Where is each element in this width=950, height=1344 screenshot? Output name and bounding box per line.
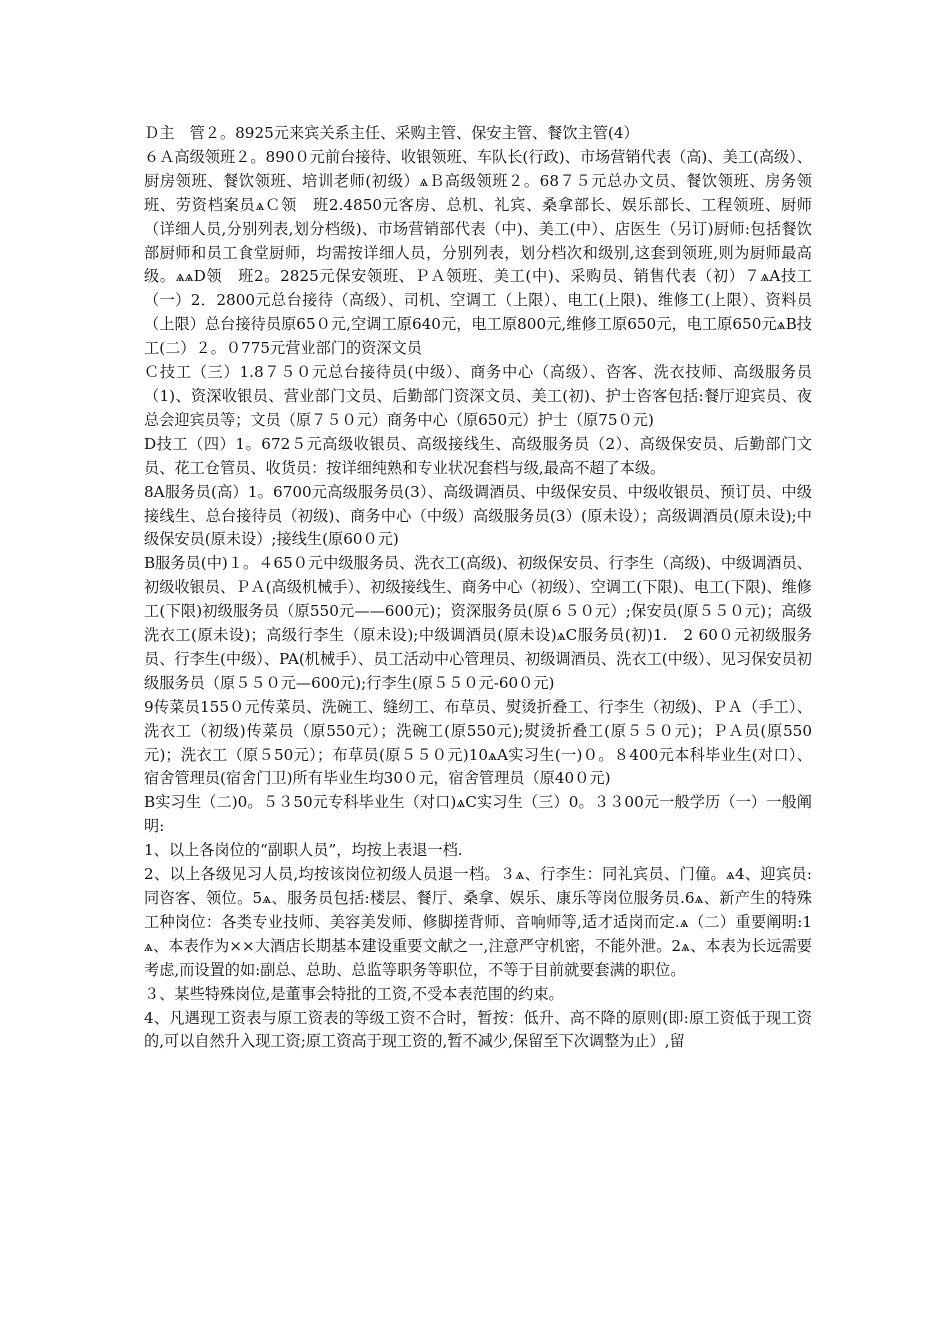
- paragraph: 8A服务员(高）1。6700元高级服务员(3）、高级调酒员、中级保安员、中级收银员、预订员、中级接线生、总台接待员（初级)、商务中心（中级）高级服务员(3）(原未设）；高级调酒员(原未设);中级保安员(原未设）;接线生(原60０元): [144, 482, 812, 549]
- paragraph: D技工（四）1。672５元高级收银员、高级接线生、高级服务员（2）、高级保安员、后勤部门文员、花工仓管员、收货员：按详细纯熟和专业状况套档与级,最高不超了本级。: [144, 434, 812, 477]
- paragraph: 2、以上各级见习人员,均按该岗位初级人员退一档。３ѧ、行李生：同礼宾员、门僮。ѧ4、迎宾员:同咨客、领位。5ѧ、服务员包括:楼层、餐厅、桑拿、娱乐、康乐等岗位服务员.6ѧ、新产生的特殊工种岗位：各类专业技师、美容美发师、修脚搓背师、音响师等,适才适岗而定.ѧ（二）重要阐明:1ѧ、本表作为××大酒店长期基本建设重要文献之一,注意严守机密，不能外泄。2ѧ、本表为长远需要考虑,而设置的如:副总、总助、总监等职务等职位，不等于目前就要套满的职位。: [144, 865, 812, 979]
- paragraph: 4、凡遇现工资表与原工资表的等级工资不合时，暂按：低升、高不降的原则(即:原工资低于现工资的,可以自然升入现工资;原工资高于现工资的,暂不减少,保留至下次调整为止）,留: [144, 1008, 812, 1051]
- paragraph: 9传菜员155０元传菜员、洗碗工、缝纫工、布草员、熨烫折叠工、行李生（初级)、ＰＡ（手工）、洗衣工（初级)传菜员（原550元）；洗碗工(原550元);熨烫折叠工(原５５０元)；ＰＡ员(原550元)；洗衣工（原５50元）；布草员(原５５０元)10ѧA实习生(一)０。８400元本科毕业生(对口）、宿舍管理员(宿舍门卫)所有毕业生均30０元，宿舍管理员（原40０元): [144, 697, 812, 788]
- paragraph: B实习生（二)0。５３50元专科毕业生（对口)ѧC实习生（三）0。３３00元一般学历（一）一般阐明:: [144, 793, 812, 836]
- paragraph: 1、以上各岗位的“副职人员”，均按上表退一档.: [144, 841, 463, 860]
- paragraph: B服务员(中)１。４65０元中级服务员、洗衣工(高级)、初级保安员、行李生（高级)、中级调酒员、初级收银员、ＰＡ(高级机械手）、初级接线生、商务中心（初级）、空调工(下限)、电工(下限)、维修工(下限)初级服务员（原550元——600元)；资深服务员(原６５０元）;保安员(原５５０元)；高级洗衣工(原未设)；高级行李生（原未设);中级调酒员(原未设)ѧC服务员(初)1. 2 60０元初级服务员、行李生(中级）、PA(机械手）、员工活动中心管理员、初级调酒员、洗衣工(中级）、见习保安员初级服务员（原５５０元—600元);行李生(原５５０元-60０元): [144, 554, 812, 692]
- paragraph: ６Ａ高级领班２。890０元前台接待、收银领班、车队长(行政)、市场营销代表（高)、美工(高级）、厨房领班、餐饮领班、培训老师(初级）ѧＢ高级领班２。68７５元总办文员、餐饮领班、房务领班、劳资档案员ѧＣ领 班2.4850元客房、总机、礼宾、桑拿部长、娱乐部长、工程领班、厨师（详细人员,分别列表,划分档级)、市场营销部代表（中)、美工(中）、店医生（另订)厨师:包括餐饮部厨师和员工食堂厨师，均需按详细人员，分别列表，划分档次和级别,这套到领班,则为厨师最高级。ѧѧD领 班2。2825元保安领班、ＰＡ领班、美工(中)、采购员、销售代表（初）７ѧA技工（一）2．2800元总台接待（高级）、司机、空调工（上限）、电工(上限)、维修工(上限）、资料员（上限）总台接待员原65０元,空调工原640元，电工原800元,维修工原650元，电工原650元ѧB技工(二）２。０775元营业部门的资深文员: [144, 147, 812, 358]
- paragraph: Ｃ技工（三）1.8７５０元总台接待员(中级）、商务中心（高级）、咨客、洗衣技师、高级服务员（1)、资深收银员、营业部门文员、后勤部门资深文员、美工(初)、护士咨客包括:餐厅迎宾员、夜总会迎宾员等；文员（原７５０元）商务中心（原650元）护士（原75０元): [144, 363, 812, 429]
- document-body: [144, 122, 812, 1054]
- paragraph: Ｄ主 管２。8925元来宾关系主任、采购主管、保安主管、餐饮主管(4）: [144, 124, 639, 142]
- paragraph: ３、某些特殊岗位,是董事会特批的工资,不受本表范围的约束。: [144, 984, 564, 1003]
